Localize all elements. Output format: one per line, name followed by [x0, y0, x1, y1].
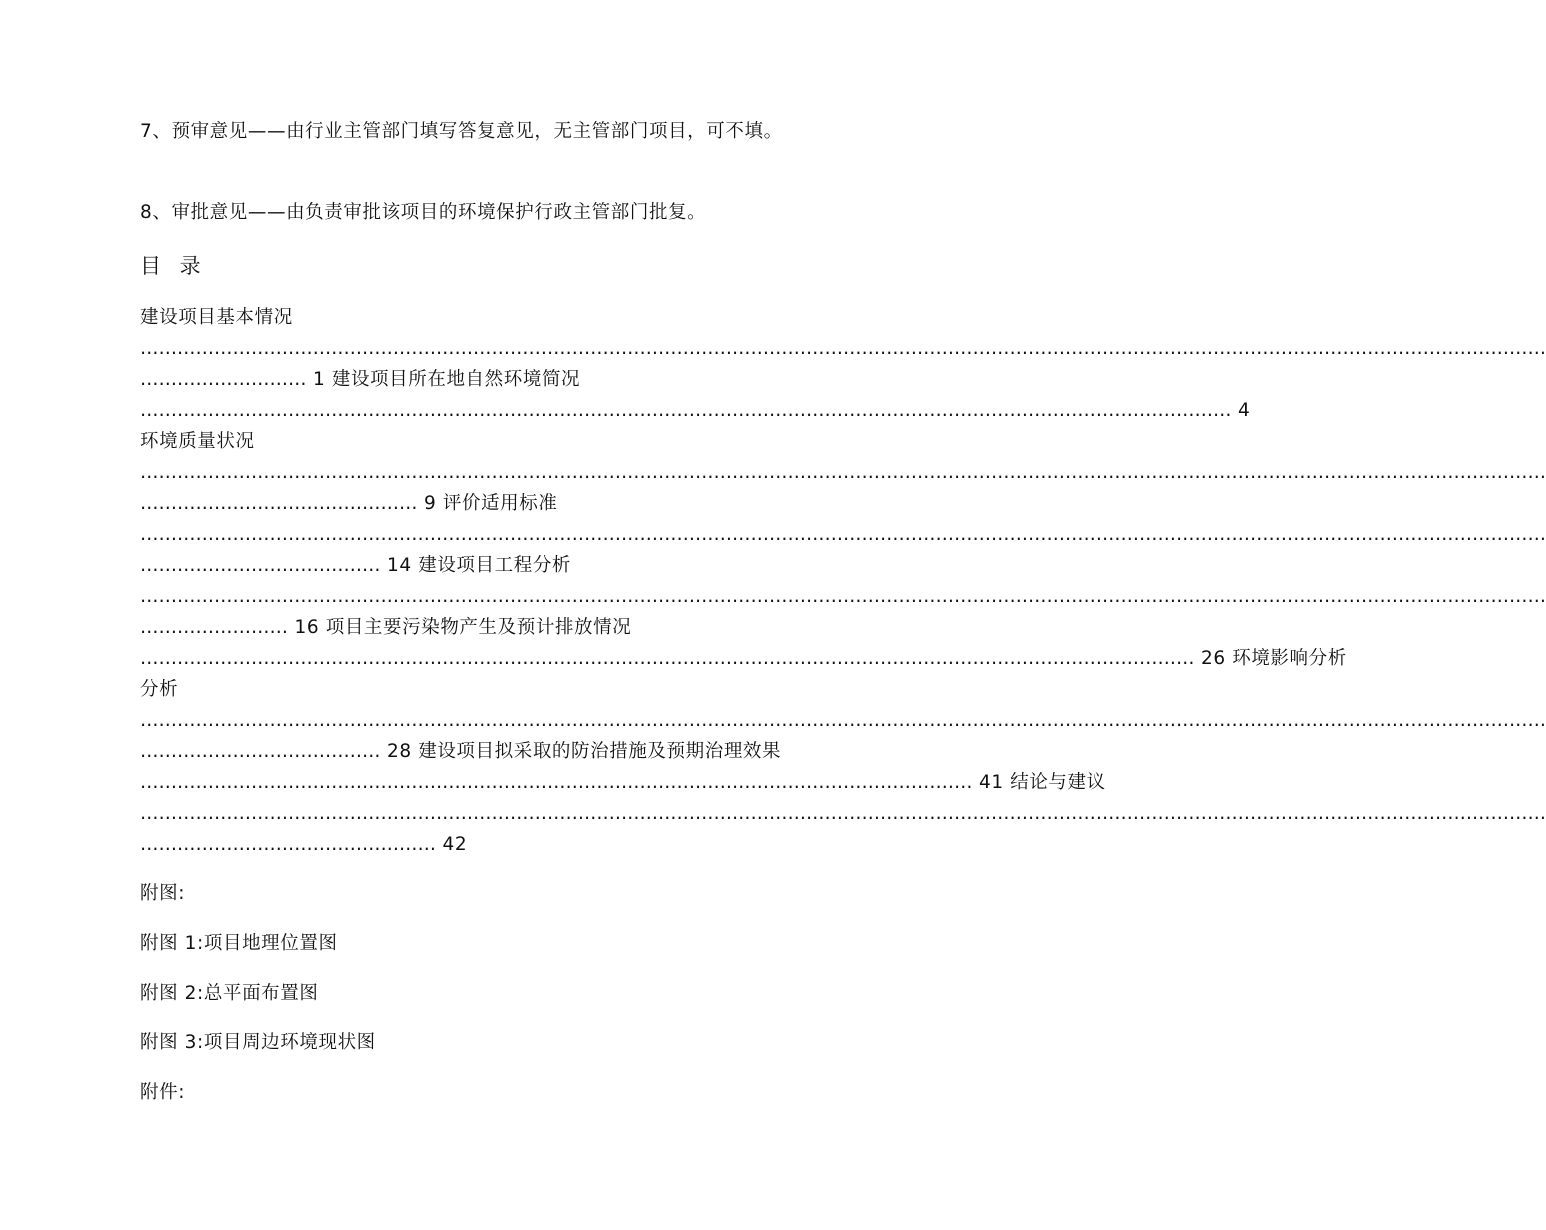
toc-line [140, 488, 808, 519]
note-item-8: 8、审批意见——由负责审批该项目的环境保护行政主管部门批复。 [140, 202, 707, 223]
toc-entry-page[interactable]: 42 [442, 834, 468, 855]
toc-entry-page[interactable]: 26 [1200, 648, 1226, 669]
toc-line [140, 302, 808, 333]
toc-leader-dots: ……………………………………………………………………………………………………………………………………………………… [140, 648, 1195, 669]
toc-entry-title[interactable]: 项目主要污染物产生及预计排放情况 [325, 617, 632, 638]
toc-title: 目 录 [140, 254, 207, 278]
toc-entry-title[interactable]: 建设项目所在地自然环境简况 [331, 369, 581, 390]
toc-leader-dots: …………………………………………………………………………………………………………………………………………………………… [140, 400, 1232, 421]
toc-leader-dots: ……………………………………… [140, 493, 418, 514]
toc-entry-title[interactable]: 环境影响分析 [1232, 648, 1347, 669]
toc-entry-page[interactable]: 28 [386, 741, 412, 762]
toc-line [140, 395, 1251, 426]
toc-entry-title[interactable]: 建设项目拟采取的防治措施及预期治理效果 [418, 741, 782, 762]
toc-line [140, 798, 1546, 829]
toc-leader-dots: ……………………………………………………………………………………………………………………… [140, 772, 973, 793]
toc-entry-page[interactable]: 14 [386, 555, 412, 576]
appendix-figure-item: 附图 1:项目地理位置图 [140, 933, 338, 954]
toc-entry-title-cont: 分析 [140, 679, 179, 700]
note-item-7: 7、预审意见——由行业主管部门填写答复意见，无主管部门项目，可不填。 [140, 121, 783, 142]
toc-line [140, 581, 1546, 612]
toc-line [140, 612, 808, 643]
toc-line [140, 519, 1546, 550]
toc-leader-dots: ………………………………… [140, 555, 381, 576]
toc-leader-dots: ………………………………………… [140, 834, 436, 855]
toc-line [140, 674, 808, 705]
toc-entry-page[interactable]: 16 [294, 617, 320, 638]
appendix-figure-item: 附图 2:总平面布置图 [140, 983, 319, 1004]
appendix-attachments-label: 附件: [140, 1082, 186, 1103]
toc-line [140, 364, 808, 395]
appendix-figures-label: 附图: [140, 883, 186, 904]
toc-entry-title[interactable]: 环境质量状况 [140, 431, 255, 452]
toc-leader-dots: …………………… [140, 617, 288, 638]
toc-entry-title[interactable]: 建设项目工程分析 [418, 555, 572, 576]
toc-leader-dots: ………………………………………………………………………………………………………………………………………………………………………………………………………… [140, 338, 1546, 359]
toc-line [140, 333, 1546, 364]
toc-line [140, 457, 1546, 488]
toc-leader-dots: ………………………………………………………………………………………………………………………………………………………………………………………………………… [140, 710, 1546, 731]
toc-line [140, 426, 808, 457]
toc-line [140, 643, 1347, 674]
toc-entry-title[interactable]: 结论与建议 [1010, 772, 1106, 793]
toc-leader-dots: ………………………………………………………………………………………………………………………………………………………………………………………………………… [140, 803, 1546, 824]
appendix-figure-item: 附图 3:项目周边环境现状图 [140, 1032, 376, 1053]
toc-line [140, 829, 808, 860]
toc-entry-title[interactable]: 评价适用标准 [442, 493, 558, 514]
toc-line [140, 705, 1546, 736]
toc-leader-dots: ………………………………………………………………………………………………………………………………………………………………………………………………………… [140, 586, 1546, 607]
toc-line [140, 767, 1106, 798]
toc-leader-dots: ………………………………………………………………………………………………………………………………………………………………………………………………………… [140, 462, 1546, 483]
toc-line [140, 550, 808, 581]
toc-leader-dots: ………………………………………………………………………………………………………………………………………………………………………………………………………… [140, 524, 1546, 545]
toc-leader-dots: ………………………………… [140, 741, 381, 762]
toc-entry-page[interactable]: 4 [1237, 400, 1251, 421]
toc-leader-dots: ……………………… [140, 369, 307, 390]
toc-entry-page[interactable]: 9 [423, 493, 437, 514]
toc-entry-page[interactable]: 1 [312, 369, 326, 390]
toc-line [140, 736, 808, 767]
toc-entry-title[interactable]: 建设项目基本情况 [140, 307, 293, 328]
toc-entry-page[interactable]: 41 [978, 772, 1004, 793]
